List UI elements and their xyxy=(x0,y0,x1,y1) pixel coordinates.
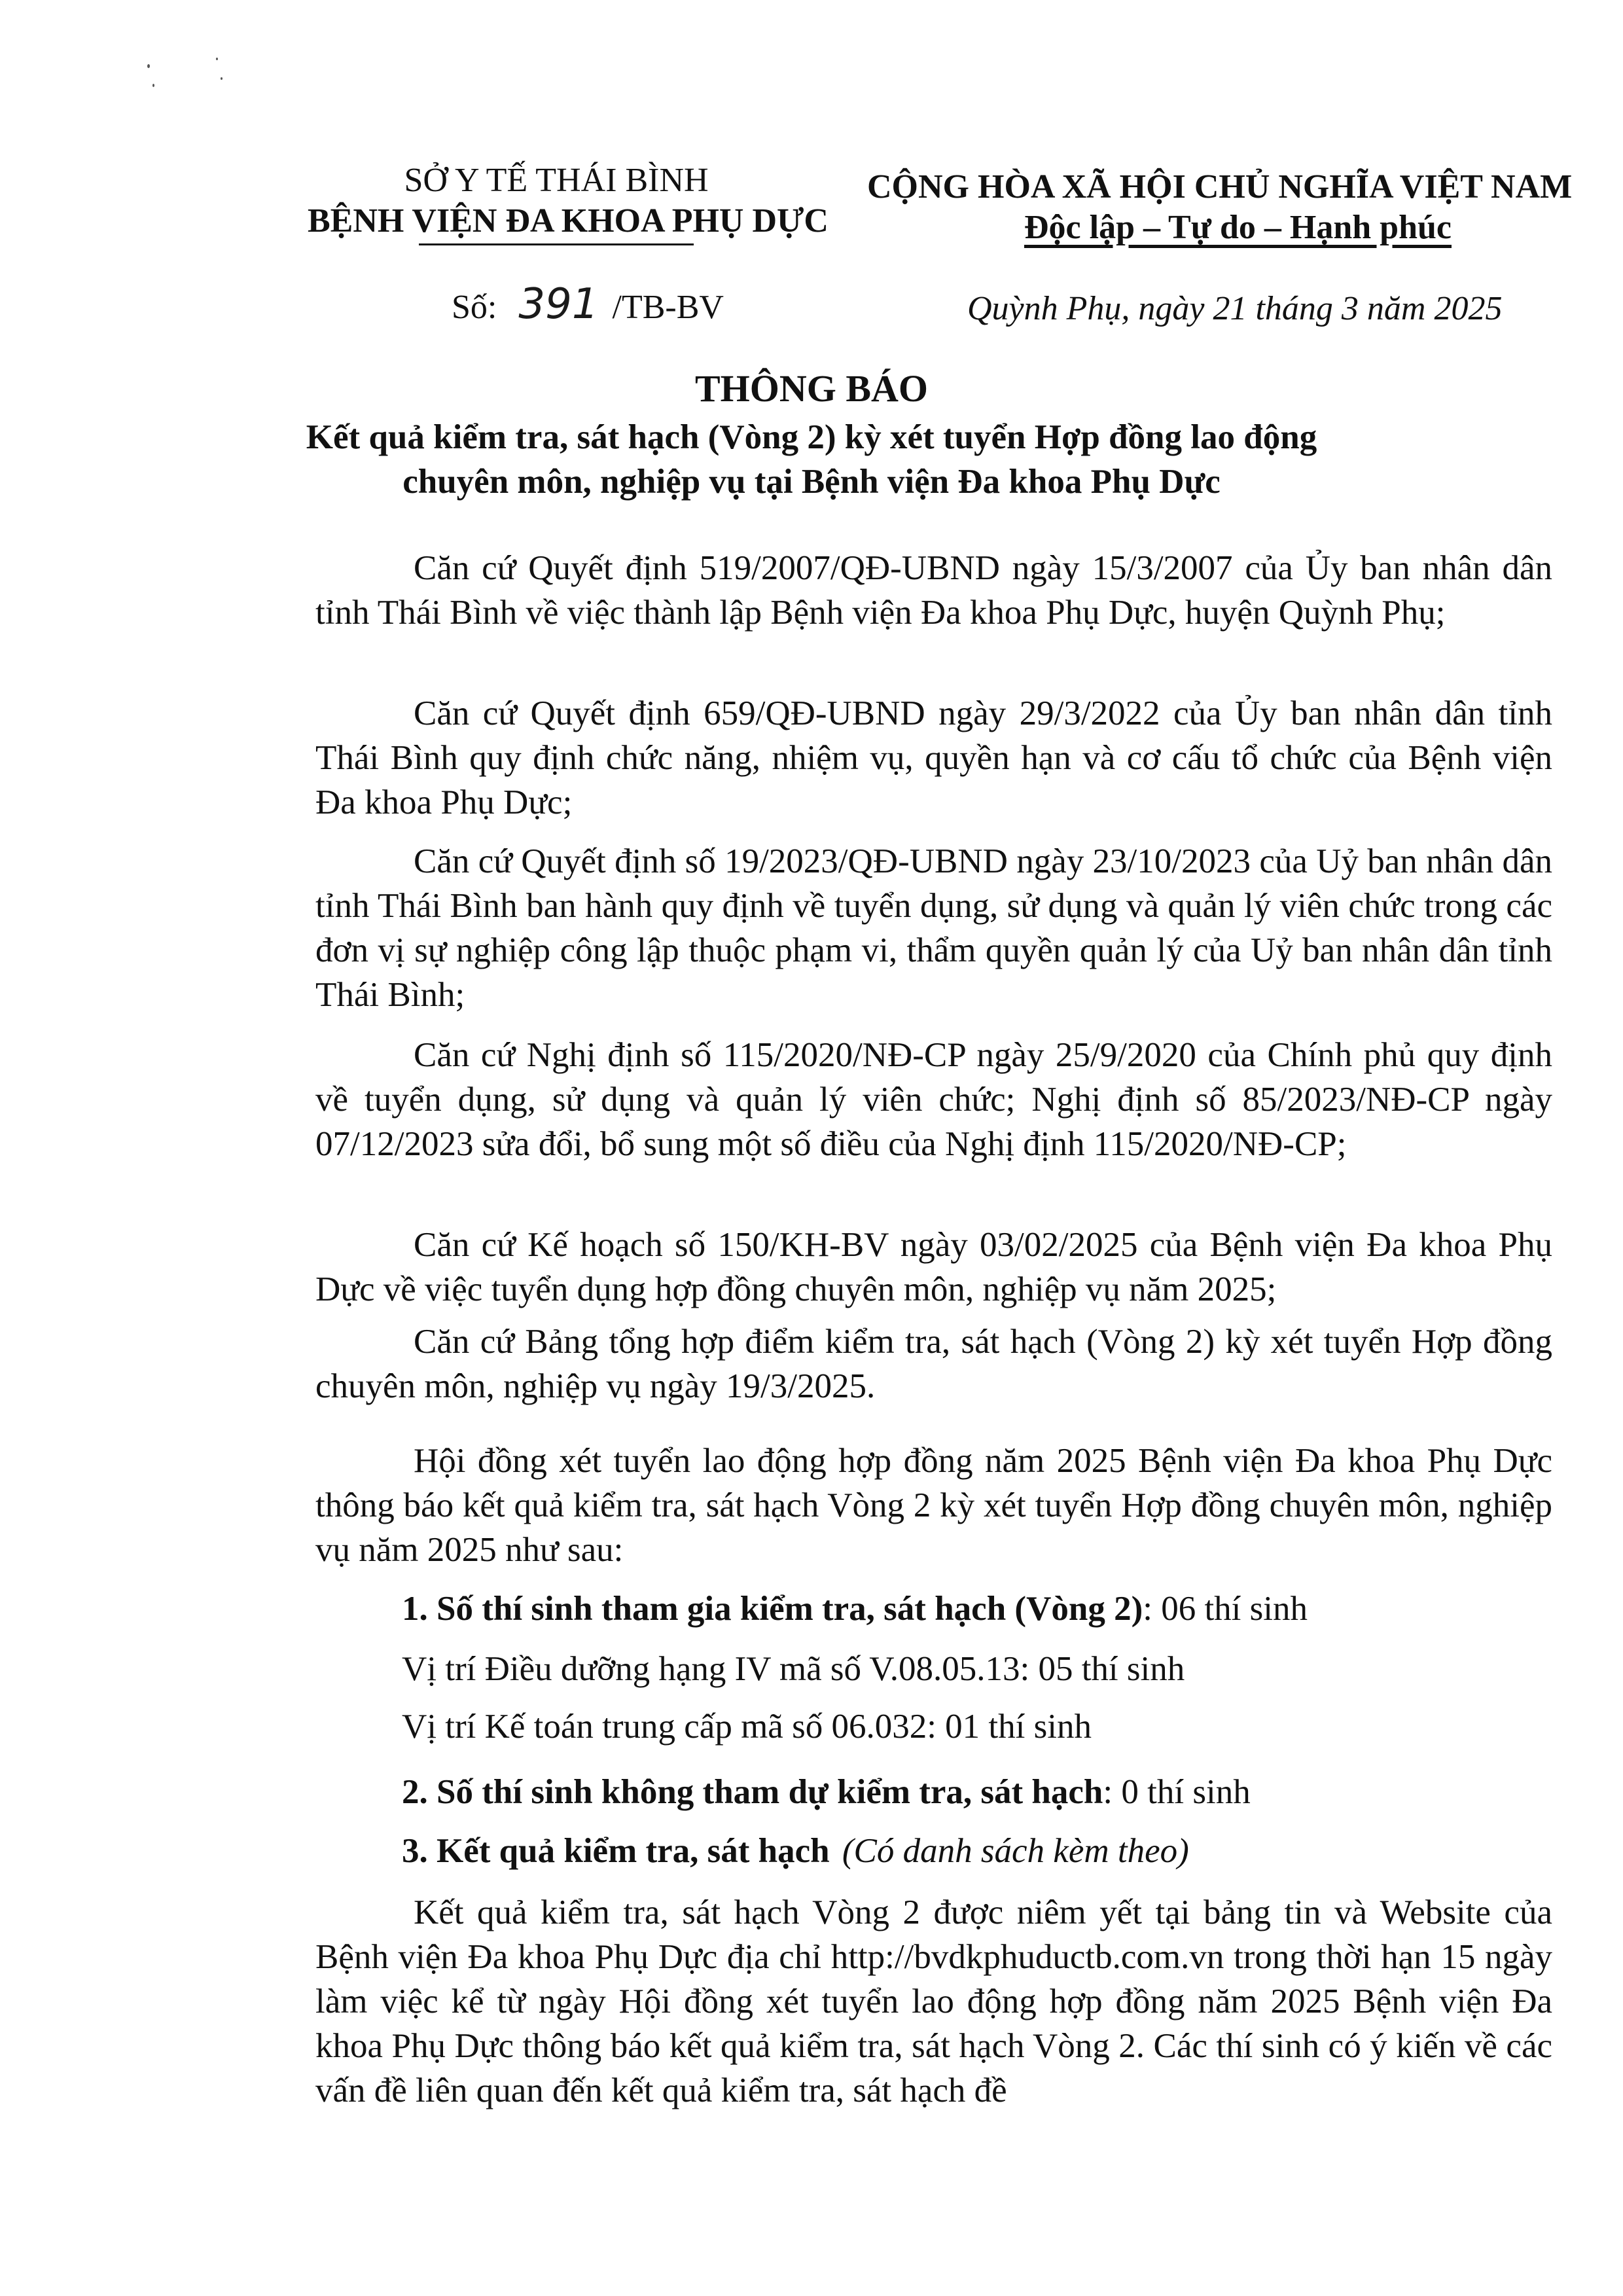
section-1-item-1: Vị trí Điều dưỡng hạng IV mã số V.08.05.13: 05 thí sinh xyxy=(402,1650,1185,1688)
section-1-item-2: Vị trí Kế toán trung cấp mã số 06.032: 01 thí sinh xyxy=(402,1708,1092,1746)
doc-subtitle-2: chuyên môn, nghiệp vụ tại Bệnh viện Đa khoa Phụ Dực xyxy=(402,463,1221,501)
section-1-heading: 1. Số thí sinh tham gia kiểm tra, sát hạch (Vòng 2) xyxy=(402,1590,1143,1628)
scan-speck xyxy=(221,77,223,80)
paragraph-announcement-intro: Hội đồng xét tuyển lao động hợp đồng năm 2025 Bệnh viện Đa khoa Phụ Dực thông báo kết quả kiểm tra, sát hạch Vòng 2 kỳ xét tuyển Hợp đồng chuyên môn, nghiệp vụ năm 2025 như sau: xyxy=(315,1442,1552,1569)
paragraph-legal-basis-6: Căn cứ Bảng tổng hợp điểm kiểm tra, sát hạch (Vòng 2) kỳ xét tuyển Hợp đồng chuyên môn, nghiệp vụ ngày 19/3/2025. xyxy=(315,1323,1552,1405)
paragraph-legal-basis-2: Căn cứ Quyết định 659/QĐ-UBND ngày 29/3/2022 của Ủy ban nhân dân tỉnh Thái Bình quy định chức năng, nhiệm vụ, quyền hạn và cơ cấu tổ chức của Bệnh viện Đa khoa Phụ Dực; xyxy=(315,694,1552,821)
section-1-value: : 06 thí sinh xyxy=(1143,1590,1308,1628)
doc-number-suffix: /TB-BV xyxy=(612,289,724,326)
section-3 xyxy=(402,1831,1189,1871)
scan-speck xyxy=(152,84,154,87)
paragraph-legal-basis-3: Căn cứ Quyết định số 19/2023/QĐ-UBND ngày 23/10/2023 của Uỷ ban nhân dân tỉnh Thái Bình ban hành quy định về tuyển dụng, sử dụng và quản lý viên chức trong các đơn vị sự nghiệp công lập thuộc phạm vi, thẩm quyền quản lý của Uỷ ban nhân dân tỉnh Thái Bình; xyxy=(315,842,1552,1014)
place-date: Quỳnh Phụ, ngày 21 tháng 3 năm 2025 xyxy=(967,290,1503,327)
scan-speck xyxy=(216,58,218,60)
doc-title: THÔNG BÁO xyxy=(694,367,929,410)
section-2-value: : 0 thí sinh xyxy=(1103,1773,1251,1811)
doc-number xyxy=(452,280,724,329)
org-parent: SỞ Y TẾ THÁI BÌNH xyxy=(404,162,709,199)
paragraph-closing: Kết quả kiểm tra, sát hạch Vòng 2 được niêm yết tại bảng tin và Website của Bệnh viện Đa khoa Phụ Dực địa chỉ http://bvdkphuductb.com.vn trong thời hạn 15 ngày làm việc kể từ ngày Hội đồng xét tuyển lao động hợp đồng năm 2025 Bệnh viện Đa khoa Phụ Dực thông báo kết quả kiểm tra, sát hạch Vòng 2. Các thí sinh có ý kiến về các vấn đề liên quan đến kết quả kiểm tra, sát hạch đề xyxy=(315,1893,1552,2109)
section-2-heading: 2. Số thí sinh không tham dự kiểm tra, sát hạch xyxy=(402,1773,1103,1811)
national-motto: Độc lập – Tự do – Hạnh phúc xyxy=(1024,209,1452,246)
section-3-heading: 3. Kết quả kiểm tra, sát hạch xyxy=(402,1832,830,1870)
section-2 xyxy=(402,1772,1251,1812)
section-3-note: (Có danh sách kèm theo) xyxy=(842,1832,1189,1870)
doc-subtitle-1: Kết quả kiểm tra, sát hạch (Vòng 2) kỳ xét tuyển Hợp đồng lao động xyxy=(306,418,1317,456)
doc-number-value: 391 xyxy=(518,280,599,329)
scan-speck xyxy=(147,64,150,68)
national-title: CỘNG HÒA XÃ HỘI CHỦ NGHĨA VIỆT NAM xyxy=(867,168,1573,206)
section-1 xyxy=(402,1589,1308,1628)
paragraph-legal-basis-4: Căn cứ Nghị định số 115/2020/NĐ-CP ngày 25/9/2020 của Chính phủ quy định về tuyển dụng, sử dụng và quản lý viên chức; Nghị định số 85/2023/NĐ-CP ngày 07/12/2023 sửa đổi, bổ sung một số điều của Nghị định 115/2020/NĐ-CP; xyxy=(315,1036,1552,1163)
paragraph-legal-basis-1: Căn cứ Quyết định 519/2007/QĐ-UBND ngày 15/3/2007 của Ủy ban nhân dân tỉnh Thái Bình về việc thành lập Bệnh viện Đa khoa Phụ Dực, huyện Quỳnh Phụ; xyxy=(315,549,1552,632)
org-underline xyxy=(419,243,694,245)
doc-number-label: Số: xyxy=(452,289,497,326)
org-name: BỆNH VIỆN ĐA KHOA PHỤ DỰC xyxy=(308,202,829,240)
paragraph-legal-basis-5: Căn cứ Kế hoạch số 150/KH-BV ngày 03/02/2025 của Bệnh viện Đa khoa Phụ Dực về việc tuyển dụng hợp đồng chuyên môn, nghiệp vụ năm 2025; xyxy=(315,1226,1552,1308)
